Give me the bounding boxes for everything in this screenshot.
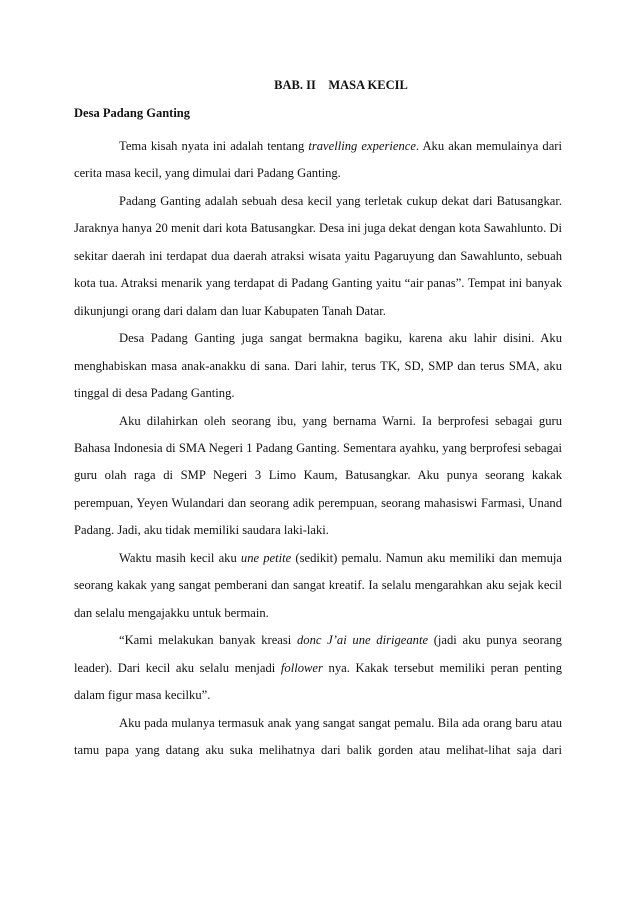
text-run: Tema kisah nyata ini adalah tentang xyxy=(119,139,309,153)
paragraph xyxy=(74,133,562,188)
text-run: Aku dilahirkan oleh seorang ibu, yang bernama Warni. Ia berprofesi sebagai guru Bahasa Indonesia di SMA Negeri 1 Padang Ganting. Sementara ayahku, yang berprofesi sebagai guru olah raga di SMP Negeri 3 Limo Kaum, Batusangkar. Aku punya seorang kakak perempuan, Yeyen Wulandari dan seorang adik perempuan, seorang mahasiswi Farmasi, Unand Padang. Jadi, aku tidak memiliki saudara laki-laki. xyxy=(74,413,562,538)
text-run: Desa Padang Ganting juga sangat bermakna bagiku, karena aku lahir disini. Aku menghabiskan masa anak-anakku di sana. Dari lahir, terus TK, SD, SMP dan terus SMA, aku tinggal di desa Padang Ganting. xyxy=(74,331,562,401)
italic-phrase: travelling experience xyxy=(308,139,416,153)
paragraph xyxy=(74,545,562,627)
text-run: Padang Ganting adalah sebuah desa kecil yang terletak cukup dekat dari Batusangkar. Jaraknya hanya 20 menit dari kota Batusangkar. Desa ini juga dekat dengan kota Sawahlunto. Di sekitar daerah ini terdapat dua daerah atraksi wisata yaitu Pagaruyung dan Sawahlunto, sebuah kota tua. Atraksi menarik yang terdapat di Padang Ganting yaitu “air panas”. Tempat ini banyak dikunjungi orang dari dalam dan luar Kabupaten Tanah Datar. xyxy=(74,193,562,318)
text-run: (sedikit) pemalu. Namun aku memiliki dan memuja seorang kakak yang sangat pemberani dan sangat kreatif. Ia selalu mengarahkan aku sejak kecil dan selalu mengajakku untuk bermain. xyxy=(74,550,562,620)
text-run: (jadi aku punya seorang leader). Dari kecil aku selalu menjadi xyxy=(74,633,562,675)
paragraph xyxy=(74,710,562,765)
paragraph xyxy=(74,408,562,545)
text-run: Waktu masih kecil aku xyxy=(119,550,241,565)
paragraph xyxy=(74,325,562,407)
italic-phrase: donc J’ai une dirigeante xyxy=(296,633,429,648)
italic-phrase: follower xyxy=(280,660,323,675)
body-text xyxy=(74,133,562,764)
paragraph xyxy=(74,188,562,325)
text-run: Aku pada mulanya termasuk anak yang sangat sangat pemalu. Bila ada orang baru atau tamu papa yang datang aku suka melihatnya dari balik gorden atau melihat-lihat saja dari xyxy=(74,715,562,757)
chapter-title: BAB. II MASA KECIL xyxy=(274,78,408,92)
text-run: . Aku akan memulainya dari cerita masa kecil, yang dimulai dari Padang Ganting. xyxy=(74,139,562,181)
italic-phrase: une petite xyxy=(240,550,292,565)
paragraph xyxy=(74,627,562,709)
section-heading: Desa Padang Ganting xyxy=(74,106,190,120)
text-run: nya. Kakak tersebut memiliki peran penting dalam figur masa kecilku”. xyxy=(74,660,562,703)
text-run: “Kami melakukan banyak kreasi xyxy=(119,633,297,648)
